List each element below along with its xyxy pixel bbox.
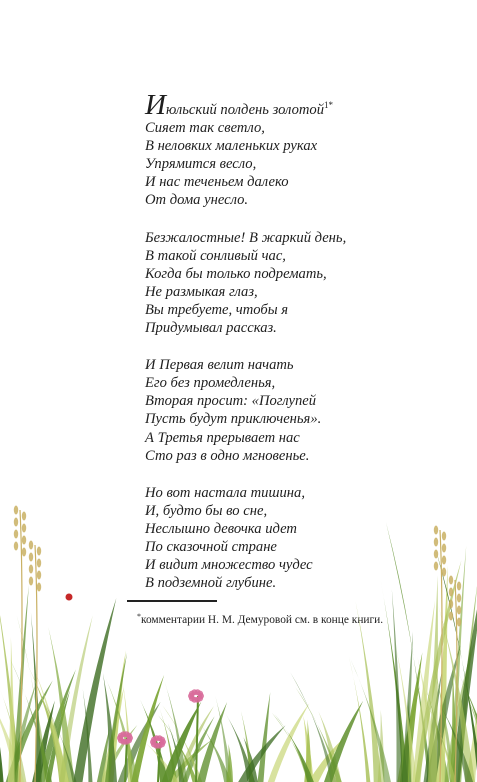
- drop-cap: И: [145, 89, 166, 121]
- seed-grain: [434, 538, 438, 547]
- poem-line-text: И Первая велит начать: [145, 357, 294, 374]
- seed-grain: [457, 582, 461, 591]
- stanza: [145, 356, 445, 465]
- poem-line: [145, 283, 445, 301]
- seed-grain: [449, 612, 453, 621]
- grass-blade: [290, 672, 336, 782]
- poem-line-text: В неловких маленьких руках: [145, 138, 318, 155]
- stanza: [145, 229, 445, 338]
- poem-line-text: Неслышно девочка идет: [145, 520, 297, 537]
- grass-blade: [356, 601, 382, 782]
- poem-line: [145, 374, 445, 392]
- seed-grain: [449, 588, 453, 597]
- poem-line-text: От дома унесло.: [145, 192, 249, 209]
- footnote-text: комментарии Н. М. Демуровой см. в конце книги.: [141, 614, 384, 626]
- clover-flower: [159, 737, 165, 743]
- seed-grain: [37, 559, 41, 568]
- poem-line-text: Упрямится весло,: [145, 156, 257, 173]
- poem-line-text: Не размыкая глаз,: [145, 283, 258, 300]
- seed-grain: [442, 568, 446, 577]
- poem-line: [145, 429, 445, 447]
- poem-line-text: Сияет так светло,: [145, 120, 265, 137]
- clover-flower: [126, 733, 132, 739]
- poem-line: [145, 191, 445, 209]
- poem-line-text: И, будто бы во сне,: [145, 502, 268, 519]
- seed-grain: [449, 600, 453, 609]
- grass-blade: [0, 700, 4, 782]
- seed-grain: [14, 542, 18, 551]
- poem-line-text: юльский полдень золотой: [165, 102, 324, 118]
- poem-line: [145, 247, 445, 265]
- poem-line-text: Придумывал рассказ.: [145, 320, 277, 337]
- poem-line: [145, 447, 445, 465]
- grass-blade: [8, 637, 15, 782]
- seed-grain: [14, 506, 18, 515]
- poem-line-text: В такой сонливый час,: [145, 247, 286, 264]
- seed-grain: [449, 576, 453, 585]
- seed-grain: [442, 544, 446, 553]
- poem-line-text: Вторая просит: «Поглупей: [145, 393, 317, 410]
- seed-grain: [434, 550, 438, 559]
- grass-blade: [268, 703, 310, 782]
- seed-grain: [22, 524, 26, 533]
- seed-grain: [14, 530, 18, 539]
- grass-blade: [392, 589, 403, 782]
- seed-grain: [434, 562, 438, 571]
- seed-grain: [457, 606, 461, 615]
- poem-line: [145, 173, 445, 191]
- seed-grain: [37, 571, 41, 580]
- seed-grain: [29, 577, 33, 586]
- seed-grain: [29, 553, 33, 562]
- seed-grain: [29, 541, 33, 550]
- grass-blade: [257, 692, 270, 782]
- poem-line-text: И нас теченьем далеко: [145, 174, 289, 191]
- flower-stem: [196, 696, 198, 782]
- seed-grain: [442, 532, 446, 541]
- poem-line: [145, 356, 445, 374]
- clover-flower: [197, 691, 203, 697]
- poem-line: [145, 229, 445, 247]
- poem-line: [145, 155, 445, 173]
- seed-grain: [22, 548, 26, 557]
- poem-line-text: В подземной глубине.: [145, 575, 277, 592]
- poem-line: [145, 301, 445, 319]
- stanza: [145, 89, 445, 210]
- poem-line-text: А Третья прерывает нас: [145, 429, 300, 446]
- poem-line: [145, 137, 445, 155]
- seed-grain: [29, 565, 33, 574]
- seed-grain: [442, 556, 446, 565]
- poem-line-text: Пусть будут приключенья».: [145, 411, 322, 428]
- seed-grain: [22, 536, 26, 545]
- poem-line-text: Сто раз в одно мгновенье.: [145, 447, 310, 464]
- poem-line: [145, 265, 445, 283]
- grass-blade: [381, 580, 408, 782]
- seed-grain: [14, 518, 18, 527]
- poem-line-text: Вы требуете, чтобы я: [145, 301, 289, 318]
- poem-line-text: Но вот настала тишина,: [145, 484, 305, 501]
- poem-line-text: По сказочной стране: [145, 538, 277, 555]
- poem-line: [145, 89, 445, 121]
- seed-grain: [457, 594, 461, 603]
- poem-line: [145, 410, 445, 428]
- seed-grain: [37, 547, 41, 556]
- meadow-illustration: [0, 470, 477, 782]
- poem-line-text: И видит множество чудес: [145, 557, 313, 574]
- note-reference: 1*: [324, 100, 333, 110]
- poem-line: [145, 119, 445, 137]
- ladybug-icon: [66, 594, 73, 601]
- seed-grain: [37, 583, 41, 592]
- footnote-mark: *: [137, 612, 141, 621]
- seed-grain: [434, 526, 438, 535]
- poem-line: [145, 392, 445, 410]
- seed-grain: [22, 512, 26, 521]
- poem-line: [145, 319, 445, 337]
- poem-line-text: Его без промедленья,: [145, 375, 276, 392]
- poem-line-text: Безжалостные! В жаркий день,: [145, 229, 347, 246]
- seed-grain: [457, 618, 461, 627]
- poem-line-text: Когда бы только подремать,: [145, 265, 327, 282]
